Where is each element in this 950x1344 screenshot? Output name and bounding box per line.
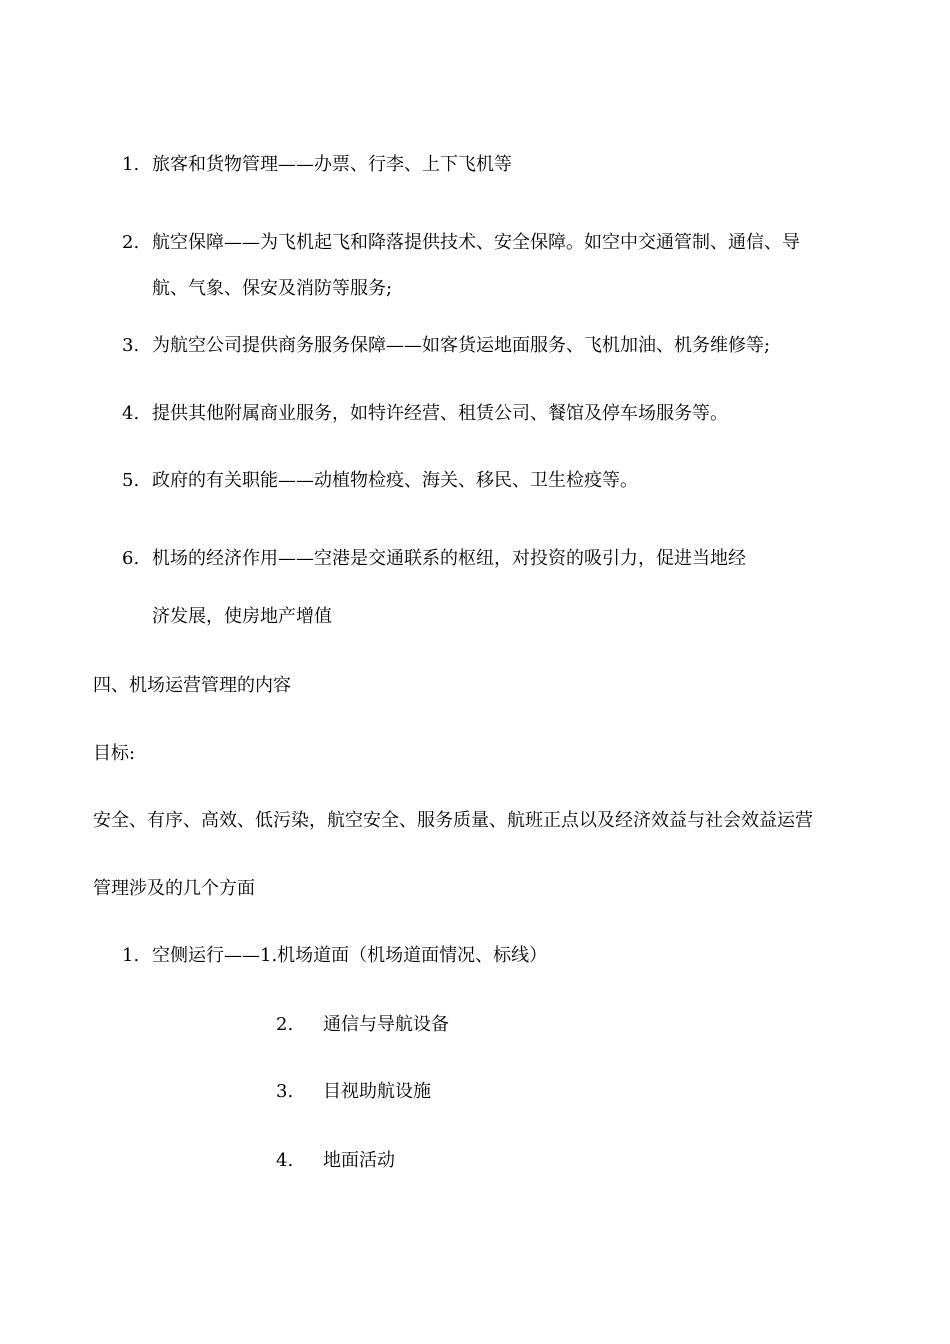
list-item-text: 为航空公司提供商务服务保障——如客货运地面服务、飞机加油、机务维修等; [152,335,771,356]
goal-label: 目标: [93,743,136,764]
list-item-number: 1. [122,154,140,175]
list-item-text: 机场的经济作用——空港是交通联系的枢纽，对投资的吸引力，促进当地经 [152,548,746,569]
list-item-number: 1. [122,945,140,966]
list-item-number: 4. [122,403,140,424]
goal-text-continued: 管理涉及的几个方面 [93,878,255,899]
sub-item-text: 通信与导航设备 [323,1014,449,1035]
section-heading: 四、机场运营管理的内容 [93,675,291,696]
list-item-text-continued: 航、气象、保安及消防等服务; [152,278,393,299]
list-item-number: 3. [122,335,140,356]
list-item-text: 航空保障——为飞机起飞和降落提供技术、安全保障。如空中交通管制、通信、导 [152,232,800,253]
list-item-text: 旅客和货物管理——办票、行李、上下飞机等 [152,154,512,175]
list-item-text: 提供其他附属商业服务，如特许经营、租赁公司、餐馆及停车场服务等。 [152,403,728,424]
goal-text: 安全、有序、高效、低污染，航空安全、服务质量、航班正点以及经济效益与社会效益运营 [93,810,813,831]
list-item-text: 空侧运行——1.机场道面（机场道面情况、标线） [152,945,548,966]
sub-item-text: 目视助航设施 [323,1081,431,1102]
list-item-number: 5. [122,470,140,491]
sub-item-number: 3. [276,1081,294,1102]
list-item-text: 政府的有关职能——动植物检疫、海关、移民、卫生检疫等。 [152,470,638,491]
list-item-text-continued: 济发展，使房地产增值 [152,606,332,627]
list-item-number: 6. [122,548,140,569]
list-item-number: 2. [122,232,140,253]
sub-item-number: 2. [276,1014,294,1035]
sub-item-number: 4. [276,1150,294,1171]
sub-item-text: 地面活动 [323,1150,395,1171]
